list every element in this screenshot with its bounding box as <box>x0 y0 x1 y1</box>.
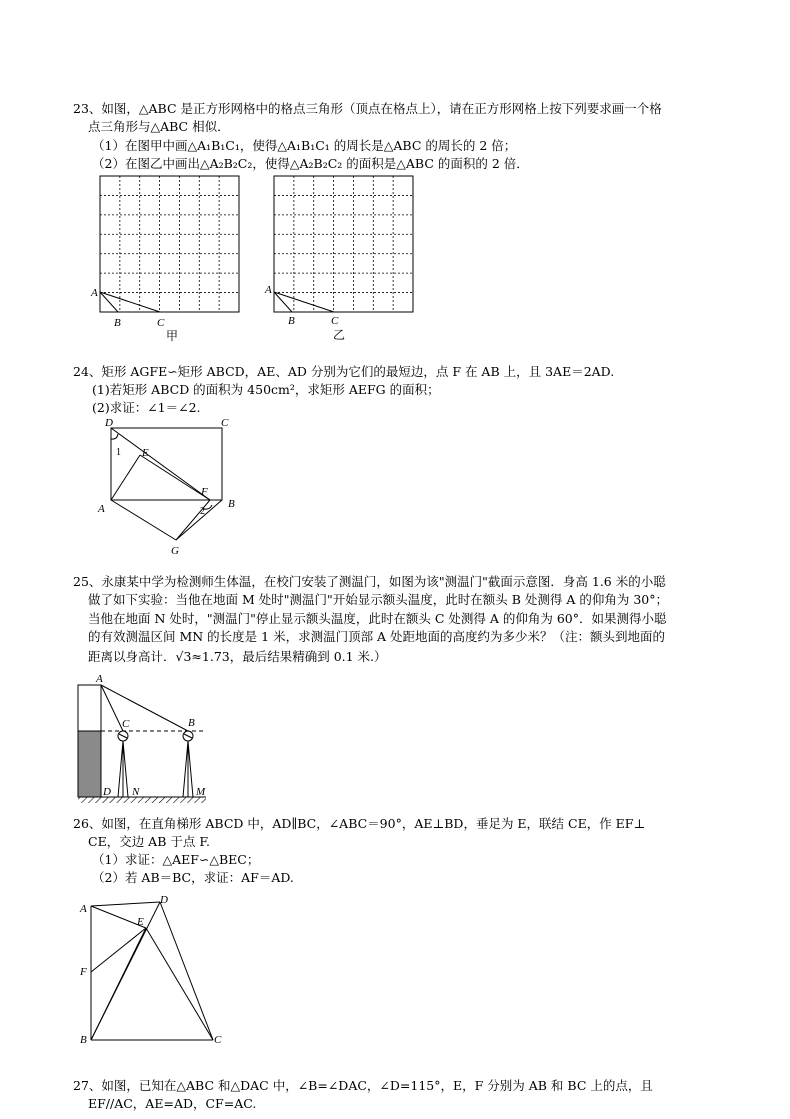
segment-ef <box>91 928 146 972</box>
q25-line5: 距离以身高计．√3≈1.73，最后结果精确到 0.1 米.） <box>88 649 387 664</box>
q25-line4: 的有效测温区间 MN 的长度是 1 米，求测温门顶部 A 处距地面的高度约为多少米？（注：额头到地面的 <box>88 629 666 644</box>
label-a-jia: A <box>91 287 98 299</box>
label-c-26: C <box>214 1034 222 1046</box>
q23-part2: （2）在图乙中画出△A₂B₂C₂，使得△A₂B₂C₂ 的面积是△ABC 的面积的 2 倍． <box>92 156 529 171</box>
label-d-26: D <box>160 894 168 906</box>
side-ad <box>91 902 160 906</box>
label-a-yi: A <box>265 284 272 296</box>
caption-yi: 乙 <box>333 328 346 342</box>
q23-line1: 23、如图，△ABC 是正方形网格中的格点三角形（顶点在格点上），请在正方形网格上按下列要求画一个格 <box>73 101 662 116</box>
label-f-26: F <box>80 966 87 978</box>
q23-line2: 点三角形与△ABC 相似． <box>88 119 230 134</box>
label-e-26: E <box>137 916 144 928</box>
q27-line1: 27、如图，已知在△ABC 和△DAC 中，∠B=∠DAC，∠D=115°，E，F 分别为 AB 和 BC 上的点，且 <box>73 1078 653 1093</box>
label-c-24: C <box>221 417 229 429</box>
q24-part1: (1)若矩形 ABCD 的面积为 450cm²，求矩形 AEFG 的面积； <box>92 382 440 397</box>
label-c-yi: C <box>331 315 339 327</box>
q26-line2: CE，交边 AB 于点 F. <box>88 834 211 849</box>
label-a-26: A <box>80 903 87 915</box>
segment-eb <box>91 928 146 1040</box>
q26-part1: （1）求证：△AEF∽△BEC； <box>92 852 260 867</box>
q24-line1: 24、矩形 AGFE∽矩形 ABCD，AE、AD 分别为它们的最短边，点 F 在 AB 上，且 3AE＝2AD. <box>73 364 615 379</box>
label-f-24: F <box>201 486 208 498</box>
q27-line2: EF//AC，AE=AD，CF=AC. <box>88 1096 257 1111</box>
label-angle-2: 2 <box>200 506 205 517</box>
label-b-24: B <box>228 498 235 510</box>
label-g-24: G <box>171 545 179 557</box>
label-b-26: B <box>80 1034 87 1046</box>
q25-line2: 做了如下实验：当他在地面 M 处时"测温门"开始显示额头温度，此时在额头 B 处测得 A 的仰角为 30°； <box>88 592 668 607</box>
label-d-25: D <box>103 786 111 798</box>
label-c-25: C <box>122 718 130 730</box>
segment-ec <box>146 928 213 1040</box>
label-a-24: A <box>98 503 105 515</box>
q26-line1: 26、如图，在直角梯形 ABCD 中，AD∥BC，∠ABC＝90°，AE⊥BD，垂足为 E，联结 CE，作 EF⊥ <box>73 816 646 831</box>
label-b-yi: B <box>288 315 295 327</box>
label-m-25: M <box>196 786 206 798</box>
label-b-25: B <box>188 717 195 729</box>
caption-jia: 甲 <box>166 329 179 343</box>
label-angle-1: 1 <box>116 447 121 458</box>
label-b-jia: B <box>114 317 121 329</box>
side-dc <box>160 902 213 1040</box>
label-d-24: D <box>105 417 113 429</box>
q26-part2: （2）若 AB＝BC，求证：AF＝AD. <box>92 870 294 885</box>
label-n-25: N <box>132 786 140 798</box>
q23-part1: （1）在图甲中画△A₁B₁C₁，使得△A₁B₁C₁ 的周长是△ABC 的周长的 2 倍； <box>92 138 517 153</box>
q25-line1: 25、永康某中学为检测师生体温，在校门安装了测温门，如图为该"测温门"截面示意图．身高 1.6 米的小聪 <box>73 574 666 589</box>
q24-part2: (2)求证：∠1＝∠2. <box>92 400 201 415</box>
label-e-24: E <box>142 447 149 459</box>
label-c-jia: C <box>157 317 165 329</box>
label-a-25: A <box>96 673 103 685</box>
q25-line3: 当他在地面 N 处时，"测温门"停止显示额头温度，此时在额头 C 处测得 A 的仰角为 60°．如果测得小聪 <box>88 611 667 626</box>
